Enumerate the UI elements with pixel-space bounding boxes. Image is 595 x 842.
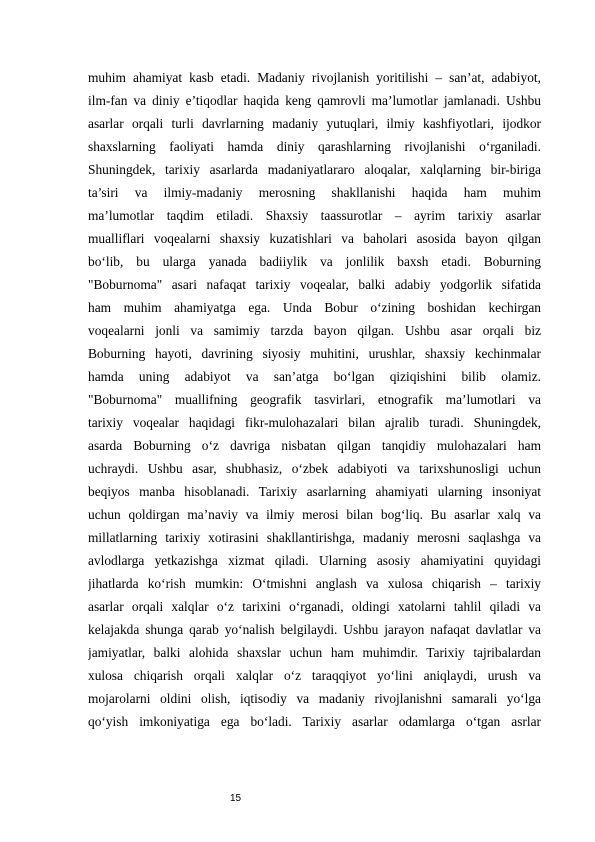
text-line: asarlar orqali turli davrlarning madaniy yutuqlari, ilmiy kashfiyotlari, ijodkor — [88, 116, 541, 131]
body-text — [88, 66, 541, 733]
text-line: xulosa chiqarish orqali xalqlar o‘z taraqqiyot yo‘lini aniqlaydi, urush va — [88, 668, 541, 683]
text-line: "Boburnoma" muallifning geografik tasvirlari, etnografik ma’lumotlari va — [88, 392, 541, 407]
text-line: ilm-fan va diniy e’tiqodlar haqida keng qamrovli ma’lumotlar jamlanadi. Ushbu — [88, 93, 541, 108]
text-line: hamda uning adabiyot va san’atga bo‘lgan qiziqishini bilib olamiz. — [88, 369, 541, 384]
text-line: mualliflari voqealarni shaxsiy kuzatishlari va baholari asosida bayon qilgan — [88, 231, 541, 246]
text-line: Boburning hayoti, davrining siyosiy muhitini, urushlar, shaxsiy kechinmalar — [88, 346, 541, 361]
text-line: "Boburnoma" asari nafaqat tarixiy voqealar, balki adabiy yodgorlik sifatida — [88, 277, 541, 292]
text-line: asarlar orqali xalqlar o‘z tarixini o‘rganadi, oldingi xatolarni tahlil qiladi va — [88, 599, 541, 614]
text-line: uchun qoldirgan ma’naviy va ilmiy merosi bilan bog‘liq. Bu asarlar xalq va — [88, 507, 541, 522]
text-line: millatlarning tarixiy xotirasini shakllantirishga, madaniy merosni saqlashga va — [88, 530, 541, 545]
text-line: beqiyos manba hisoblanadi. Tarixiy asarlarning ahamiyati ularning insoniyat — [88, 484, 541, 499]
text-line: uchraydi. Ushbu asar, shubhasiz, o‘zbek adabiyoti va tarixshunosligi uchun — [88, 461, 541, 476]
text-line: kelajakda shunga qarab yo‘nalish belgilaydi. Ushbu jarayon nafaqat davlatlar va — [88, 622, 541, 637]
text-line: shaxslarning faoliyati hamda diniy qarashlarning rivojlanishi o‘rganiladi. — [88, 139, 541, 154]
text-line: jihatlarda ko‘rish mumkin: O‘tmishni anglash va xulosa chiqarish – tarixiy — [88, 576, 541, 591]
text-line: tarixiy voqealar haqidagi fikr-mulohazalari bilan ajralib turadi. Shuningdek, — [88, 415, 541, 430]
text-line: avlodlarga yetkazishga xizmat qiladi. Ularning asosiy ahamiyatini quyidagi — [88, 553, 541, 568]
text-line: jamiyatlar, balki alohida shaxslar uchun ham muhimdir. Tarixiy tajribalardan — [88, 645, 541, 660]
page-number: 15 — [230, 793, 242, 804]
text-line: mojarolarni oldini olish, iqtisodiy va madaniy rivojlanishni samarali yo‘lga — [88, 691, 541, 706]
text-line: ta’siri va ilmiy-madaniy merosning shakllanishi haqida ham muhim — [88, 185, 541, 200]
text-line: voqealarni jonli va samimiy tarzda bayon qilgan. Ushbu asar orqali biz — [88, 323, 541, 338]
text-line: bo‘lib, bu ularga yanada badiiylik va jonlilik baxsh etadi. Boburning — [88, 254, 541, 269]
text-line: ham muhim ahamiyatga ega. Unda Bobur o‘zining boshidan kechirgan — [88, 300, 541, 315]
text-line: muhim ahamiyat kasb etadi. Madaniy rivojlanish yoritilishi – san’at, adabiyot, — [88, 70, 541, 85]
text-line: Shuningdek, tarixiy asarlarda madaniyatlararo aloqalar, xalqlarning bir-biriga — [88, 162, 541, 177]
text-line: qo‘yish imkoniyatiga ega bo‘ladi. Tarixiy asarlar odamlarga o‘tgan asrlar — [88, 714, 541, 729]
text-line: asarda Boburning o‘z davriga nisbatan qilgan tanqidiy mulohazalari ham — [88, 438, 541, 453]
text-line: ma’lumotlar taqdim etiladi. Shaxsiy taassurotlar – ayrim tarixiy asarlar — [88, 208, 541, 223]
